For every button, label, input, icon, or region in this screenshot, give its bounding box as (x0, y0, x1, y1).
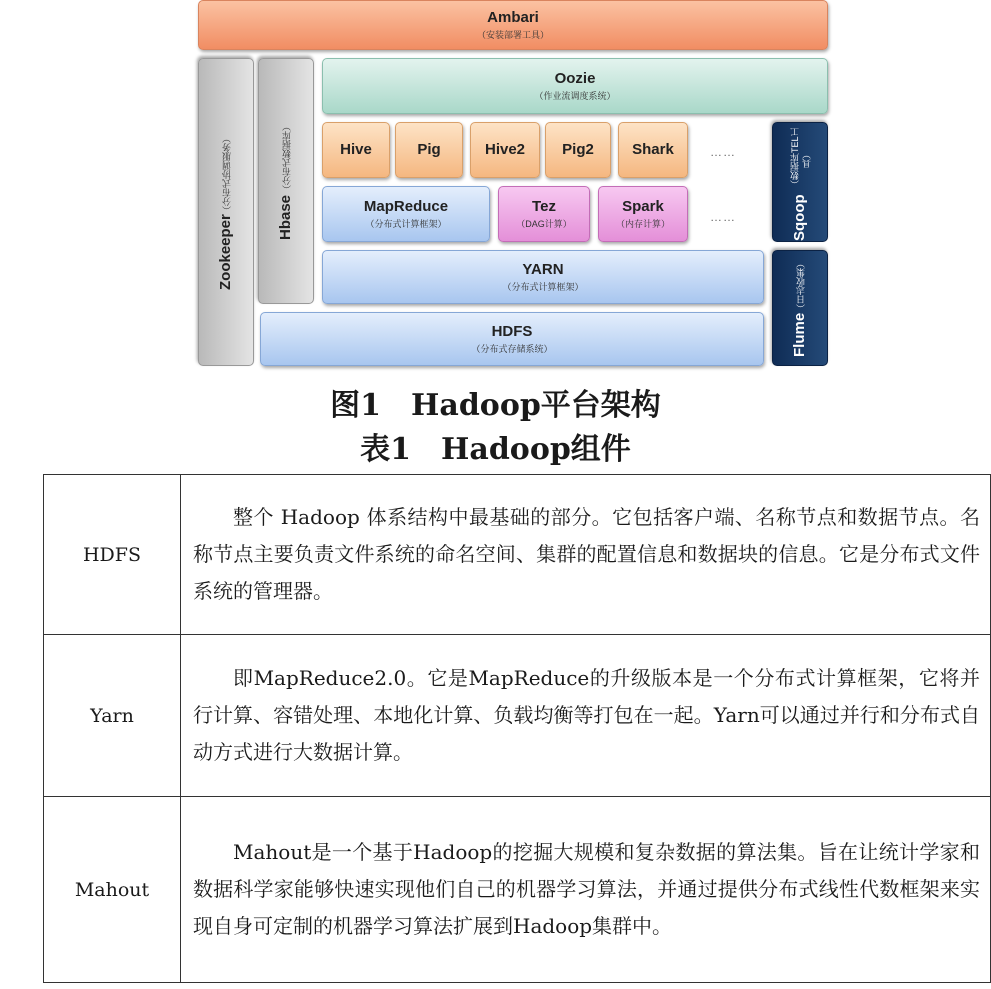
table-row (44, 797, 991, 983)
hdfs-block (260, 312, 764, 366)
hdfs-subtitle: （分布式存储系统） (471, 344, 553, 354)
pig-block (395, 122, 463, 178)
sqoop-subtitle: （数据库TEL工具） (790, 127, 812, 190)
hive2-title: Hive2 (484, 141, 526, 158)
tez-subtitle: （DAG计算） (516, 219, 572, 229)
zookeeper-subtitle: （分布式协调服务） (222, 133, 232, 215)
ambari-subtitle: （安装部署工具） (476, 30, 549, 40)
component-name: HDFS (44, 475, 181, 635)
ambari-block (198, 0, 828, 50)
flume-block (772, 250, 828, 366)
flume-subtitle: （日志收集） (796, 258, 806, 313)
spark-block (598, 186, 688, 242)
zookeeper-block (198, 58, 254, 366)
hive-block (322, 122, 390, 178)
table-row (44, 635, 991, 797)
oozie-block (322, 58, 828, 114)
shark-block (618, 122, 688, 178)
ellipsis-tools: …… (710, 145, 736, 159)
hbase-block (258, 58, 314, 304)
hive2-block (470, 122, 540, 178)
hadoop-components-table (43, 474, 991, 983)
component-description (181, 797, 991, 983)
hive-title: Hive (340, 141, 372, 158)
tez-title: Tez (532, 198, 556, 215)
component-description-text: 整个 Hadoop 体系结构中最基础的部分。它包括客户端、名称节点和数据节点。名称节点主要负责文件系统的命名空间、集群的配置信息和数据块的信息。它是分布式文件系统的管理器。 (193, 505, 980, 603)
component-description-text: Mahout是一个基于Hadoop的挖掘大规模和复杂数据的算法集。旨在让统计学家和数据科学家能够快速实现他们自己的机器学习算法，并通过提供分布式线性代数框架来实现自身可定制的机器学习算法扩展到Hadoop集群中。 (193, 840, 980, 938)
pig2-title: Pig2 (562, 141, 594, 158)
component-name: Mahout (44, 797, 181, 983)
shark-title: Shark (632, 141, 674, 158)
spark-title: Spark (622, 198, 664, 215)
yarn-title: YARN (522, 261, 564, 278)
pig2-block (545, 122, 611, 178)
yarn-block (322, 250, 764, 304)
mapreduce-block (322, 186, 490, 242)
hadoop-architecture-figure (190, 0, 840, 372)
ambari-title: Ambari (487, 9, 539, 26)
hbase-subtitle: （分布式数据库） (282, 122, 292, 195)
figure-caption: 图1 Hadoop平台架构 (330, 388, 661, 423)
sqoop-block (772, 122, 828, 242)
zookeeper-title: Zookeeper (217, 214, 234, 291)
mapreduce-subtitle: （分布式计算框架） (365, 219, 447, 229)
oozie-subtitle: （作业流调度系统） (534, 91, 616, 101)
hdfs-title: HDFS (491, 323, 533, 340)
mapreduce-title: MapReduce (363, 198, 449, 215)
hbase-title: Hbase (277, 194, 294, 240)
tez-block (498, 186, 590, 242)
spark-subtitle: （内存计算） (615, 219, 670, 229)
table-row (44, 475, 991, 635)
sqoop-title: Sqoop (791, 194, 808, 241)
component-description (181, 635, 991, 797)
component-description-text: 即MapReduce2.0。它是MapReduce的升级版本是一个分布式计算框架，它将并行计算、容错处理、本地化计算、负载均衡等打包在一起。Yarn可以通过并行和分布式自动方式进行大数据计算。 (193, 666, 980, 764)
ellipsis-frameworks: …… (710, 210, 736, 224)
oozie-title: Oozie (554, 70, 596, 87)
component-description (181, 475, 991, 635)
table-caption: 表1 Hadoop组件 (360, 432, 631, 467)
flume-title: Flume (791, 312, 808, 358)
pig-title: Pig (417, 141, 441, 158)
yarn-subtitle: （分布式计算框架） (502, 282, 584, 292)
component-name: Yarn (44, 635, 181, 797)
